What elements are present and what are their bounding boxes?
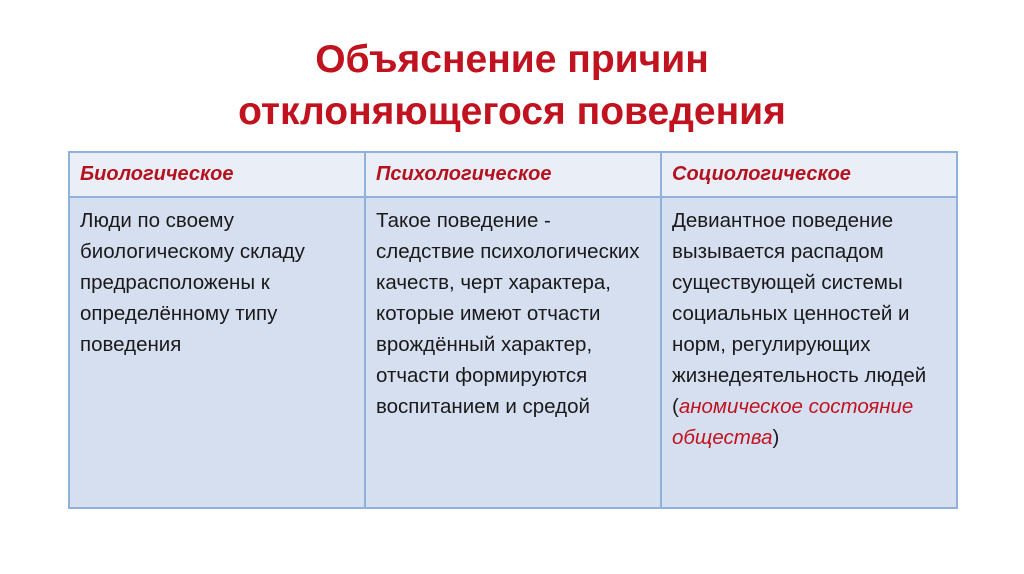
title-line-2: отклоняющегося поведения bbox=[238, 90, 786, 133]
header-sociological: Социологическое bbox=[661, 152, 957, 197]
closing-paren: ) bbox=[772, 426, 780, 449]
table-header-row bbox=[69, 152, 957, 197]
cell-biological: Люди по своему биологическому складу предрасположены к определённому типу поведения bbox=[69, 197, 365, 508]
anomic-state-highlight: аномическое состояние общества bbox=[672, 395, 914, 449]
header-psychological: Психологическое bbox=[365, 152, 661, 197]
cell-sociological bbox=[661, 197, 957, 508]
cell-psychological: Такое поведение - следствие психологических качеств, черт характера, которые имеют отчасти врождённый характер, отчасти формируются воспитанием и средой bbox=[365, 197, 661, 508]
sociological-text: Девиантное поведение вызывается распадом существующей системы социальных ценностей и норм, регулирующих жизнедеятельность людей ( bbox=[672, 209, 927, 418]
page-title bbox=[0, 34, 1024, 138]
header-biological: Биологическое bbox=[69, 152, 365, 197]
table-row bbox=[69, 197, 957, 508]
title-line-1: Объяснение причин bbox=[315, 38, 709, 81]
causes-table bbox=[68, 151, 958, 509]
